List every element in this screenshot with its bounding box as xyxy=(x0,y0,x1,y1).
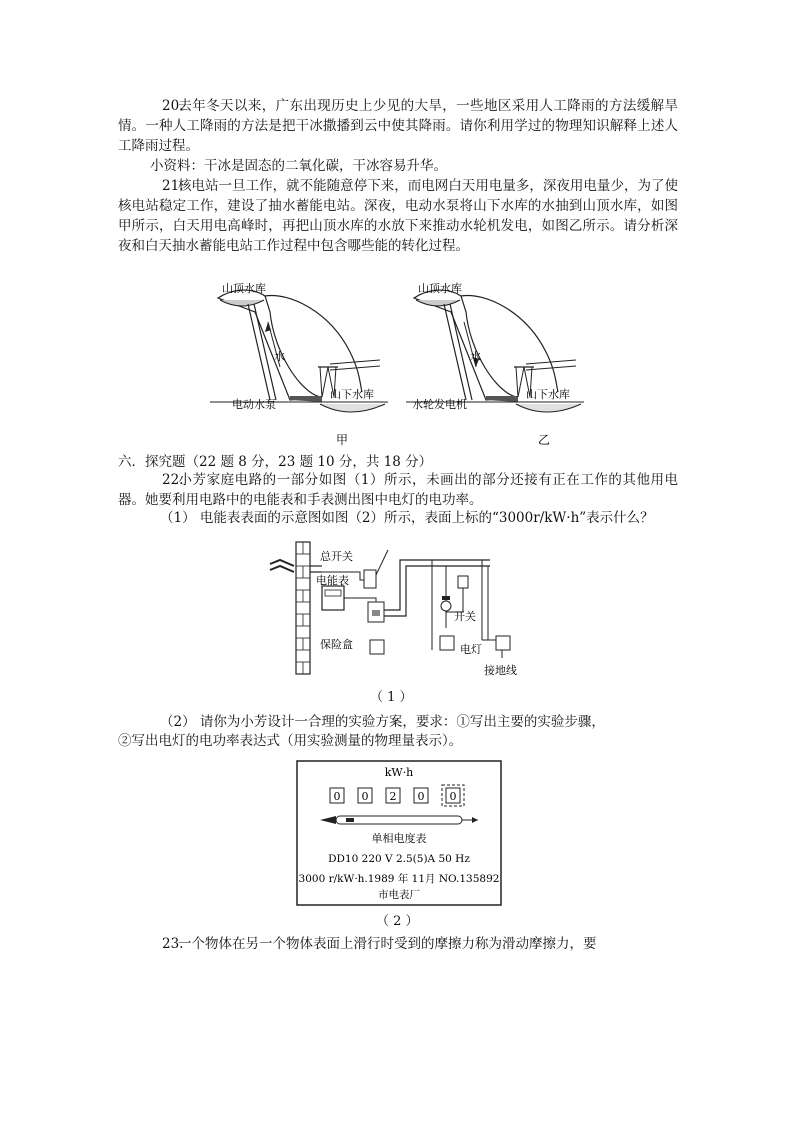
meter-digit: 2 xyxy=(389,790,397,803)
question-text: 核电站一旦工作，就不能随意停下来，而电网白天用电量多，深夜用电量少，为了使核电站稳定工作，建设了抽水蓄能电站。深夜，电动水泵将山下水库的水抽到山顶水库，如图甲所示，白天用电高峰时，再把山顶水库的水放下来推动水轮机发电，如图乙所示。请分析深夜和白天抽水蓄能电站工作过程中包含哪些能的转化过程。 xyxy=(118,178,678,254)
caption-figure-2: （ 2 ） xyxy=(376,914,419,929)
meter-digit: 0 xyxy=(449,790,457,803)
meter-maker: 市电表厂 xyxy=(378,889,420,901)
question-20 xyxy=(118,96,678,156)
question-text: 小芳家庭电路的一部分如图（1）所示，未画出的部分还接有正在工作的其他用电器。她要利用电路中的电能表和手表测出图中电灯的电功率。 xyxy=(118,472,678,508)
label-water: 水 xyxy=(470,350,481,363)
meter-name: 单相电度表 xyxy=(371,832,427,845)
label-turbine-generator: 水轮发电机 xyxy=(412,398,467,411)
label-pump: 电动水泵 xyxy=(232,398,276,411)
label-main-switch: 总开关 xyxy=(320,550,353,563)
pumped-storage-figure xyxy=(210,272,590,450)
section-heading: 六．探究题（22 题 8 分，23 题 10 分，共 18 分） xyxy=(118,454,433,470)
meter-unit: kW·h xyxy=(384,766,414,779)
label-bottom-reservoir: 山下水库 xyxy=(526,388,570,401)
label-switch: 开关 xyxy=(454,610,476,623)
meter-digit: 0 xyxy=(361,790,369,803)
caption-figure-1: （ 1 ） xyxy=(370,690,413,705)
meter-disc xyxy=(320,816,478,824)
question-22-part2b: ②写出电灯的电功率表达式（用实验测量的物理量表示）。 xyxy=(118,733,463,749)
label-top-reservoir: 山顶水库 xyxy=(222,282,266,295)
question-22-part1: （1） 电能表表面的示意图如图（2）所示，表面上标的“3000r/kW·h”表示什么？ xyxy=(160,510,654,526)
label-top-reservoir: 山顶水库 xyxy=(418,282,462,295)
meter-digit: 0 xyxy=(417,790,425,803)
label-fuse-box: 保险盒 xyxy=(320,638,353,651)
meter-digit: 0 xyxy=(333,790,341,803)
question-number: 22. xyxy=(162,472,184,488)
label-meter: 电能表 xyxy=(316,574,349,587)
label-lamp: 电灯 xyxy=(460,643,482,656)
label-bottom-reservoir: 山下水库 xyxy=(330,388,374,401)
meter-spec: DD10 220 V 2.5(5)A 50 Hz xyxy=(328,853,470,865)
figure-jia xyxy=(210,281,388,447)
question-number: 20. xyxy=(162,98,184,114)
question-text: 一个物体在另一个物体表面上滑行时受到的摩擦力称为滑动摩擦力，要 xyxy=(178,936,597,952)
question-23 xyxy=(118,934,678,954)
question-22-part2a: （2） 请你为小芳设计一合理的实验方案，要求：①写出主要的实验步骤， xyxy=(160,714,605,730)
label-ground: 接地线 xyxy=(484,664,517,677)
question-text: 去年冬天以来，广东出现历史上少见的大旱，一些地区采用人工降雨的方法缓解旱情。一种人工降雨的方法是把干冰撒播到云中使其降雨。请你利用学过的物理知识解释上述人工降雨过程。 xyxy=(118,98,678,154)
question-number: 21. xyxy=(162,178,184,194)
circuit-figure xyxy=(260,540,517,680)
question-22 xyxy=(118,470,678,510)
figure-yi xyxy=(406,281,584,447)
question-20-note: 小资料：干冰是固态的二氧化碳，干冰容易升华。 xyxy=(150,158,447,174)
caption-yi: 乙 xyxy=(538,433,551,447)
meter-info: 3000 r/kW·h.1989 年 11月 NO.135892 xyxy=(298,873,500,885)
question-21 xyxy=(118,176,678,256)
meter-face-figure xyxy=(296,760,502,906)
caption-jia: 甲 xyxy=(336,433,349,447)
question-number: 23. xyxy=(162,936,184,952)
label-water: 水 xyxy=(274,350,285,363)
